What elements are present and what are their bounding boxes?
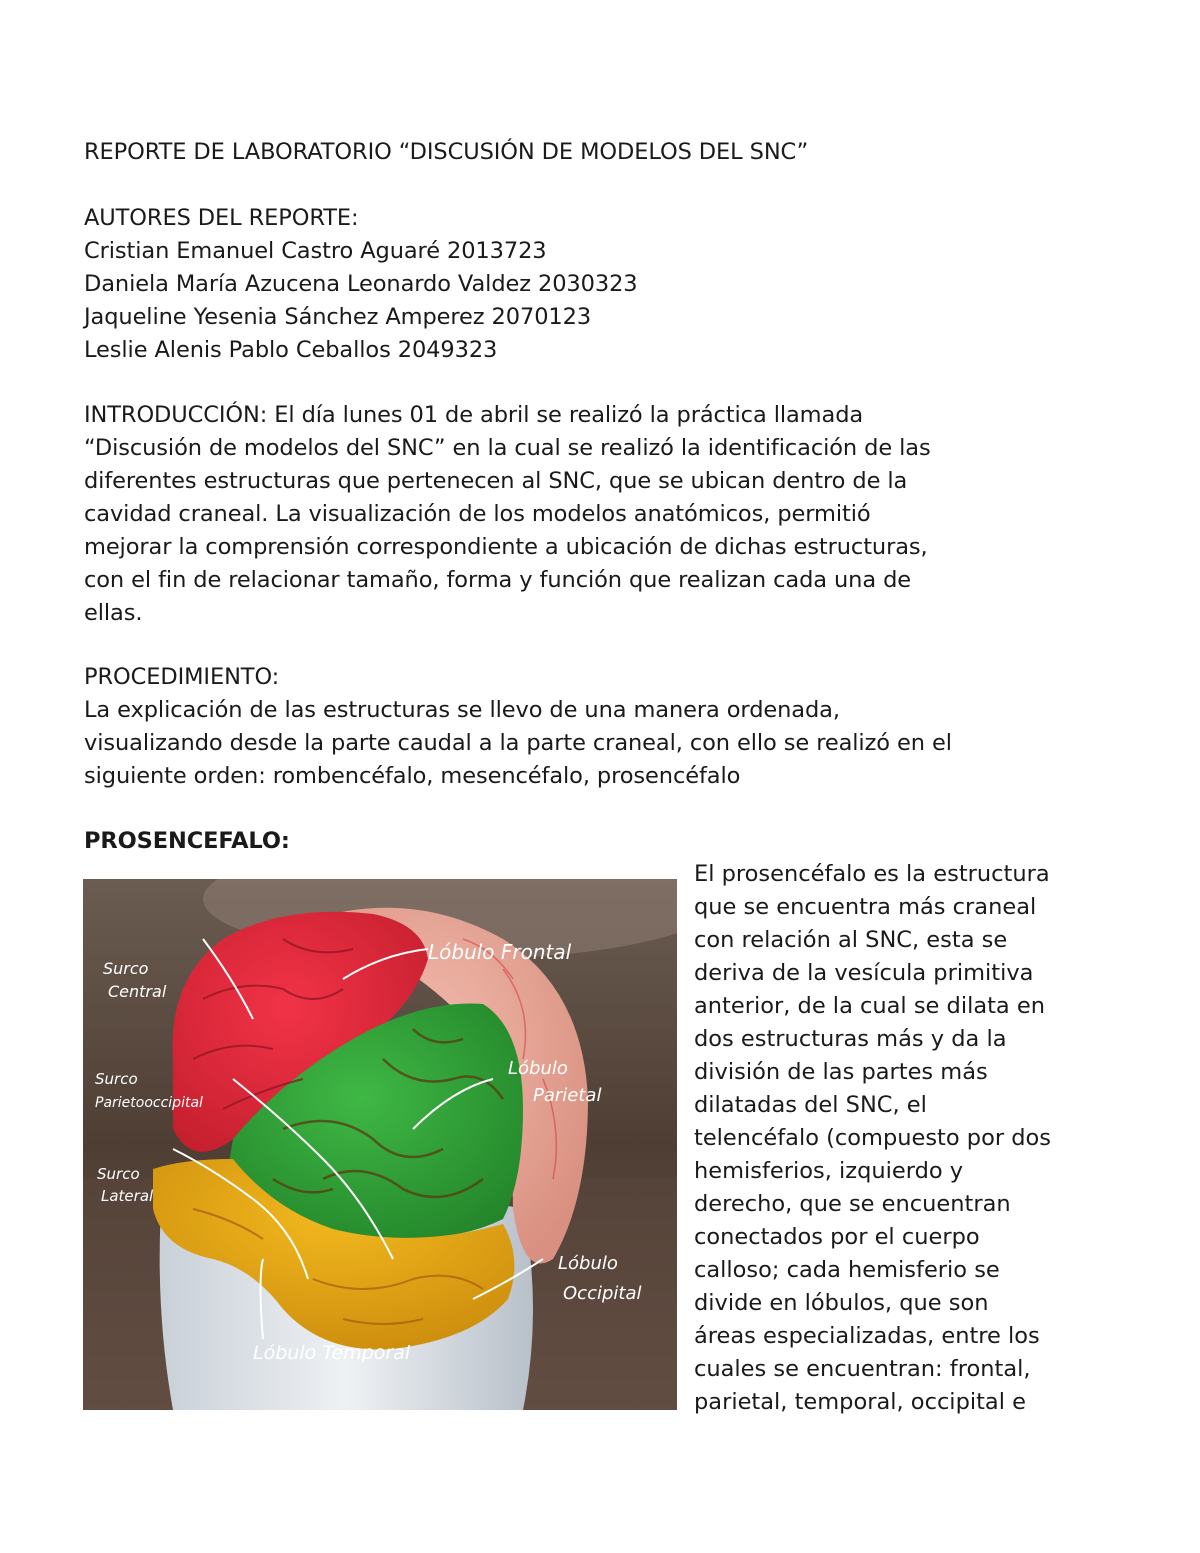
prosencefalo-line: áreas especializadas, entre los	[694, 1323, 1040, 1349]
report-title: REPORTE DE LABORATORIO “DISCUSIÓN DE MODELOS DEL SNC”	[84, 139, 809, 165]
intro-line: diferentes estructuras que pertenecen al SNC, que se ubican dentro de la	[84, 468, 908, 494]
label-lobulo-frontal: Lóbulo Frontal	[428, 940, 572, 964]
author-line: Daniela María Azucena Leonardo Valdez 2030323	[84, 271, 638, 297]
label-lobulo-parietal: Lóbulo	[508, 1058, 568, 1079]
prosencefalo-line: parietal, temporal, occipital e	[694, 1389, 1026, 1415]
author-line: Cristian Emanuel Castro Aguaré 2013723	[84, 238, 547, 264]
brain-model-photo	[83, 879, 677, 1410]
label-surco-central: Surco	[103, 959, 149, 978]
label-lobulo-occipital: Lóbulo	[558, 1253, 618, 1274]
prosencefalo-line: El prosencéfalo es la estructura	[694, 861, 1050, 887]
authors-heading: AUTORES DEL REPORTE:	[84, 205, 359, 231]
prosencefalo-heading: PROSENCEFALO:	[84, 828, 290, 854]
svg-text:Lateral: Lateral	[101, 1187, 154, 1205]
intro-line: mejorar la comprensión correspondiente a ubicación de dichas estructuras,	[84, 534, 928, 560]
prosencefalo-line: anterior, de la cual se dilata en	[694, 993, 1045, 1019]
svg-text:Occipital: Occipital	[563, 1283, 642, 1304]
prosencefalo-line: con relación al SNC, esta se	[694, 927, 1008, 953]
prosencefalo-description	[694, 858, 1164, 1419]
svg-text:Central: Central	[108, 982, 167, 1001]
intro-line: ellas.	[84, 600, 143, 626]
prosencefalo-line: calloso; cada hemisferio se	[694, 1257, 1000, 1283]
prosencefalo-line: derecho, que se encuentran	[694, 1191, 1011, 1217]
author-line: Jaqueline Yesenia Sánchez Amperez 2070123	[84, 304, 592, 330]
procedure-line: La explicación de las estructuras se llevo de una manera ordenada,	[84, 697, 840, 723]
procedure-line: siguiente orden: rombencéfalo, mesencéfalo, prosencéfalo	[84, 763, 741, 789]
label-lobulo-temporal: Lóbulo Temporal	[253, 1342, 411, 1364]
label-surco-parietooccipital: Surco	[95, 1070, 138, 1088]
prosencefalo-line: división de las partes más	[694, 1059, 988, 1085]
prosencefalo-line: divide en lóbulos, que son	[694, 1290, 989, 1316]
svg-text:Parietooccipital: Parietooccipital	[95, 1095, 203, 1111]
intro-line: “Discusión de modelos del SNC” en la cual se realizó la identificación de las	[84, 435, 931, 461]
svg-text:Parietal: Parietal	[533, 1085, 602, 1106]
intro-line: con el fin de relacionar tamaño, forma y función que realizan cada una de	[84, 567, 911, 593]
prosencefalo-line: que se encuentra más craneal	[694, 894, 1037, 920]
prosencefalo-line: hemisferios, izquierdo y	[694, 1158, 964, 1184]
label-surco-lateral: Surco	[97, 1165, 140, 1183]
procedure-heading: PROCEDIMIENTO:	[84, 664, 280, 690]
procedure-line: visualizando desde la parte caudal a la parte craneal, con ello se realizó en el	[84, 730, 952, 756]
prosencefalo-line: dilatadas del SNC, el	[694, 1092, 927, 1118]
intro-line: cavidad craneal. La visualización de los modelos anatómicos, permitió	[84, 501, 871, 527]
prosencefalo-line: cuales se encuentran: frontal,	[694, 1356, 1031, 1382]
author-line: Leslie Alenis Pablo Ceballos 2049323	[84, 337, 498, 363]
prosencefalo-line: deriva de la vesícula primitiva	[694, 960, 1034, 986]
prosencefalo-line: telencéfalo (compuesto por dos	[694, 1125, 1052, 1151]
prosencefalo-line: dos estructuras más y da la	[694, 1026, 1007, 1052]
prosencefalo-line: conectados por el cuerpo	[694, 1224, 980, 1250]
intro-line: INTRODUCCIÓN: El día lunes 01 de abril se realizó la práctica llamada	[84, 402, 864, 428]
